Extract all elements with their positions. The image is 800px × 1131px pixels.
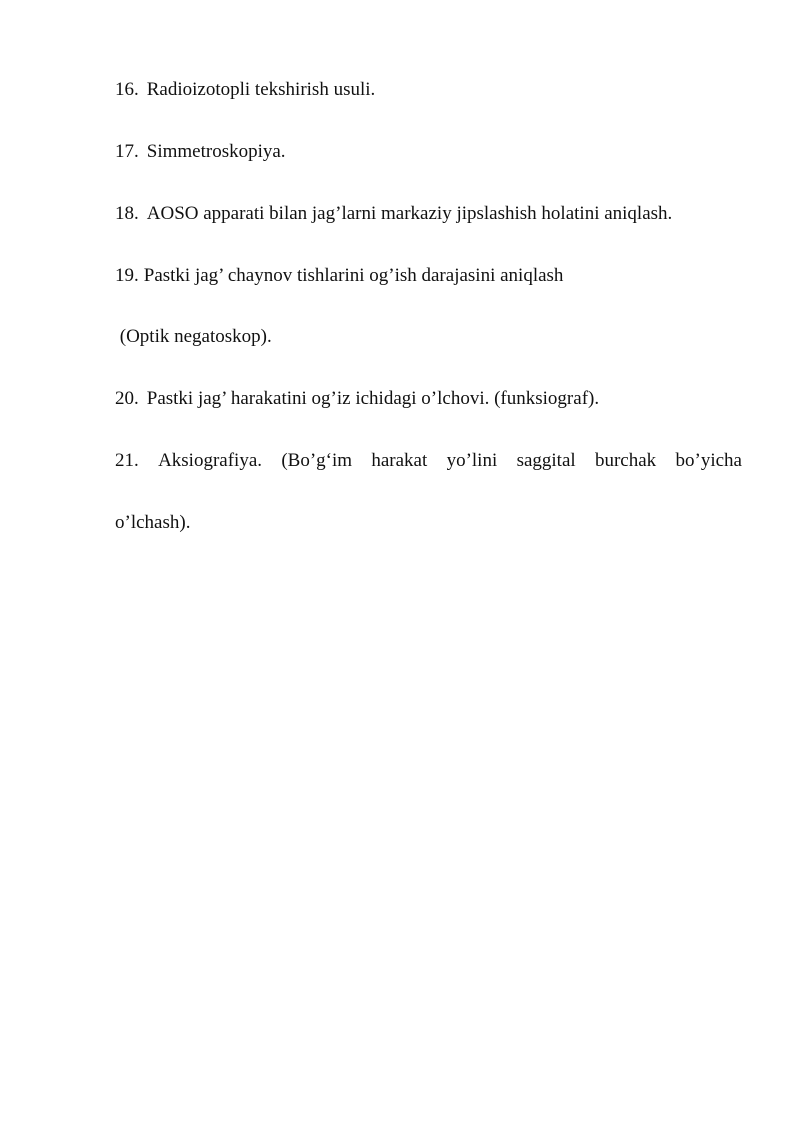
item-text-continuation: o’lchash). [115,512,191,533]
item-text: Radioizotopli tekshirish usuli. [146,79,376,100]
list-item-20 [115,387,599,411]
list-item-18 [115,202,672,226]
item-number: 21. [115,450,139,471]
list-item-19 [115,264,563,288]
item-number: 17. [115,141,139,162]
item-word: burchak [594,450,657,471]
item-text-continuation: (Optik negatoskop). [115,326,272,347]
item-text: Pastki jag’ harakatini og’iz ichidagi o’lchovi. (funksiograf). [146,388,600,409]
item-word: harakat [371,450,428,471]
item-text: Pastki jag’ chaynov tishlarini og’ish darajasini aniqlash [143,265,564,286]
list-item-16 [115,78,375,102]
item-word: saggital [516,450,576,471]
item-number: 20. [115,388,139,409]
item-number: 18. [115,203,139,224]
item-word: (Bo’g‘im [281,450,353,471]
item-word: yo’lini [446,450,498,471]
list-item-17 [115,140,286,164]
item-word: bo’yicha [675,450,742,471]
list-item-21 [115,449,742,473]
item-text: Simmetroskopiya. [146,141,286,162]
item-number: 19. [115,265,139,286]
item-number: 16. [115,79,139,100]
list-item-19-continuation [115,325,272,349]
item-word: Aksiografiya. [158,450,263,471]
item-text: AOSO apparati bilan jag’larni markaziy jipslashish holatini aniqlash. [146,203,673,224]
list-item-21-continuation [115,511,190,535]
